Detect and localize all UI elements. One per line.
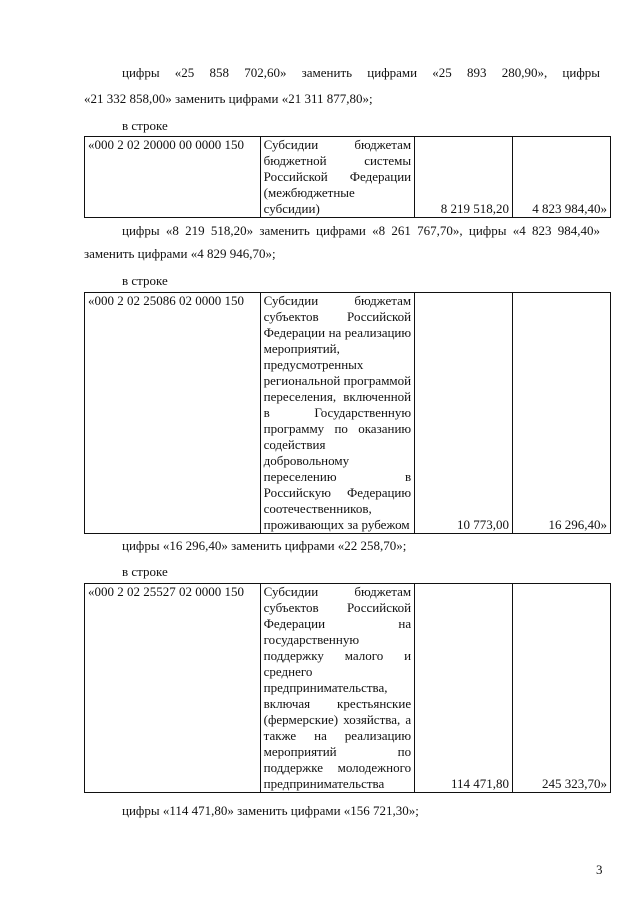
replace-line: цифры «16 296,40» заменить цифрами «22 258,70»; (122, 538, 407, 553)
block-heading: в строке (122, 564, 168, 579)
budget-code-cell: «000 2 02 25086 02 0000 150 (85, 293, 261, 534)
table-row (85, 137, 611, 218)
page-number: 3 (596, 862, 603, 877)
budget-value-2-cell: 16 296,40» (513, 293, 611, 534)
table-row (85, 293, 611, 534)
budget-name-cell: Субсидии бюджетам субъектов Российской Федерации на государственную поддержку малого и среднего предпринимательства, включая крестьянские (фермерские) хозяйства, а также на реализацию мероприятий по поддержке молодежного предпринимательства (260, 584, 414, 793)
replace-line: цифры «114 471,80» заменить цифрами «156 721,30»; (122, 803, 419, 818)
intro-line-2: «21 332 858,00» заменить цифрами «21 311 877,80»; (84, 91, 373, 106)
replace-line: заменить цифрами «4 829 946,70»; (84, 246, 276, 261)
budget-code-cell: «000 2 02 25527 02 0000 150 (85, 584, 261, 793)
table-row (85, 584, 611, 793)
block-heading: в строке (122, 118, 168, 133)
budget-table-row-2 (84, 292, 611, 534)
block-heading: в строке (122, 273, 168, 288)
budget-value-1-cell: 114 471,80 (415, 584, 513, 793)
budget-value-2-cell: 4 823 984,40» (513, 137, 611, 218)
budget-code-cell: «000 2 02 20000 00 0000 150 (85, 137, 261, 218)
budget-name-cell: Субсидии бюджетам субъектов Российской Федерации на реализацию мероприятий, предусмотренных региональной программой переселения, включенной в Государственную программу по оказанию содействия добровольному переселению в Российскую Федерацию соотечественников, проживающих за рубежом (260, 293, 414, 534)
budget-table-row-3 (84, 583, 611, 793)
intro-line-1: цифры «25 858 702,60» заменить цифрами «25 893 280,90», цифры (122, 65, 600, 80)
budget-value-2-cell: 245 323,70» (513, 584, 611, 793)
replace-line: цифры «8 219 518,20» заменить цифрами «8 261 767,70», цифры «4 823 984,40» (122, 223, 600, 238)
budget-name-cell: Субсидии бюджетам бюджетной системы Российской Федерации (межбюджетные субсидии) (260, 137, 414, 218)
budget-table-row-1 (84, 136, 611, 218)
budget-value-1-cell: 8 219 518,20 (415, 137, 513, 218)
budget-value-1-cell: 10 773,00 (415, 293, 513, 534)
